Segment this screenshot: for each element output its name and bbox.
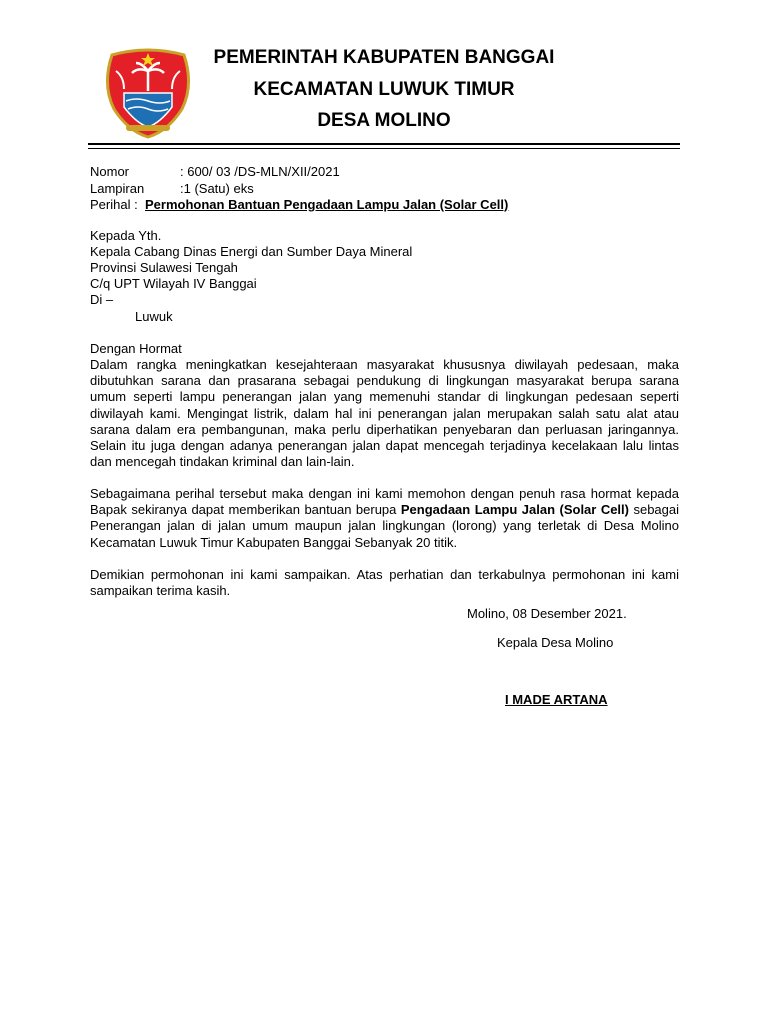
- nomor-value: : 600/ 03 /DS-MLN/XII/2021: [180, 164, 340, 179]
- body-paragraph-2: [90, 486, 679, 551]
- signatory-name: I MADE ARTANA: [505, 692, 608, 707]
- lampiran-label: Lampiran: [90, 181, 145, 196]
- body-paragraph-2-request: Pengadaan Lampu Jalan (Solar Cell): [400, 502, 629, 518]
- recipient-title: Kepala Cabang Dinas Energi dan Sumber Daya Mineral: [90, 244, 413, 259]
- place-date: Molino, 08 Desember 2021.: [467, 606, 627, 621]
- recipient-unit: C/q UPT Wilayah IV Banggai: [90, 276, 257, 291]
- letterhead-regency: PEMERINTAH KABUPATEN BANGGAI: [213, 47, 555, 68]
- recipient-salutation: Kepada Yth.: [90, 228, 162, 243]
- letterhead-village: DESA MOLINO: [317, 110, 451, 131]
- signatory-position: Kepala Desa Molino: [497, 635, 614, 650]
- greeting: Dengan Hormat: [90, 341, 182, 356]
- letterhead-divider-thick: [88, 143, 680, 145]
- recipient-di: Di –: [90, 292, 114, 307]
- body-paragraph-2-end: sebagai Penerangan jalan di jalan umum maupun jalan lingkungan (lorong) yang terletak di Desa Molino Kecamatan Luwuk Timur Kabupaten Banggai Sebanyak 20 titik.: [90, 502, 680, 550]
- perihal-label: Perihal :: [90, 197, 138, 212]
- recipient-province: Provinsi Sulawesi Tengah: [90, 260, 238, 275]
- body-paragraph-2-start: Sebagaimana perihal tersebut maka dengan ini kami memohon dengan penuh rasa hormat kepada Bapak sekiranya dapat memberikan bantuan berupa: [90, 486, 679, 518]
- letterhead-district: KECAMATAN LUWUK TIMUR: [253, 79, 515, 100]
- body-paragraph-3: Demikian permohonan ini kami sampaikan. Atas perhatian dan terkabulnya permohonan ini kami sampaikan terima kasih.: [90, 567, 679, 599]
- recipient-city: Luwuk: [135, 309, 173, 324]
- perihal-value: Permohonan Bantuan Pengadaan Lampu Jalan (Solar Cell): [145, 197, 509, 212]
- lampiran-value: :1 (Satu) eks: [180, 181, 254, 196]
- body-paragraph-1: Dalam rangka meningkatkan kesejahteraan masyarakat khususnya diwilayah pedesaan, maka dibutuhkan sarana dan prasarana sebagai pendukung di lingkungan masyarakat berupa sarana umum seperti lampu penerangan jalan yang memenuhi standar di lingkungan pedesaan seperti diwilayah kami. Mengingat listrik, dalam hal ini penerangan jalan merupakan salah satu alat atau sarana dalam era pembangunan, maka perlu diperhatikan penyebaran dan perluasan jaringannya. Selain itu juga dengan adanya penerangan jalan dapat mencegah terjadinya kecelakaan lalu lintas dan mencegah tindakan kriminal dan lain-lain.: [90, 357, 679, 470]
- nomor-label: Nomor: [90, 164, 130, 179]
- letterhead-divider-thin: [88, 148, 680, 149]
